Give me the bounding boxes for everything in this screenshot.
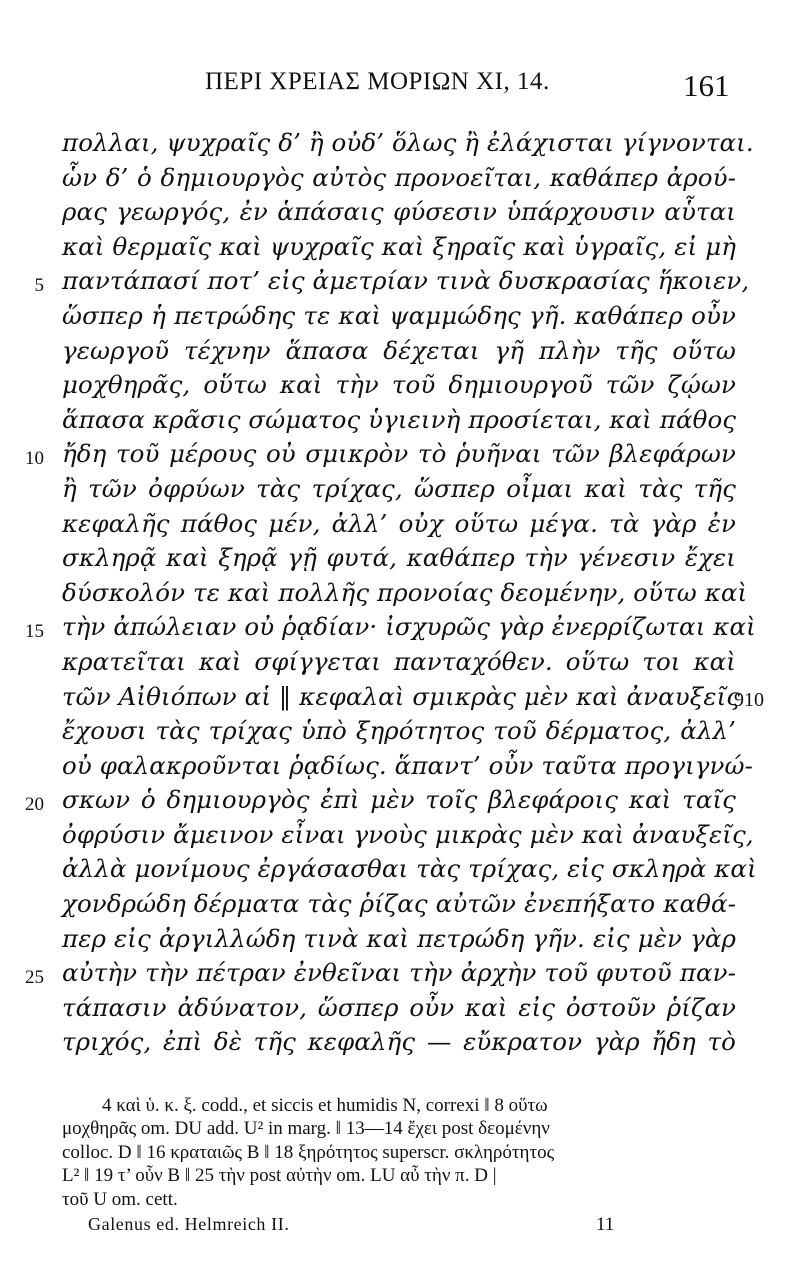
footnote-line: τοῦ U om. cett. — [62, 1188, 178, 1210]
footnote-line: 4 καὶ ὑ. κ. ξ. codd., et siccis et humidis N, correxi ‖ 8 οὕτω — [102, 1095, 548, 1116]
line-text: πολλαι, ψυχραῖς δ’ ἢ οὐδ’ ὅλως ἢ ἐλάχισται γίγνονται. — [62, 128, 754, 157]
line-text: ὥσπερ ἡ πετρώδης τε καὶ ψαμμώδης γῆ. καθάπερ οὖν — [62, 300, 736, 330]
text-line — [0, 299, 800, 334]
text-line — [0, 541, 800, 576]
line-text: αὐτὴν τὴν πέτραν ἐνθεῖναι τὴν ἀρχὴν τοῦ φυτοῦ παν- — [62, 958, 736, 988]
running-head: ΠΕΡΙ ΧΡΕΙΑΣ ΜΟΡΙΩΝ XI, 14. — [205, 68, 550, 95]
line-text: ρας γεωργός, ἐν ἁπάσαις φύσεσιν ὑπάρχουσιν αὗται — [62, 197, 736, 227]
line-text: ἀλλὰ μονίμους ἐργάσασθαι τὰς τρίχας, εἰς σκληρὰ καὶ — [62, 854, 757, 884]
text-line — [0, 680, 800, 715]
line-number: 10 — [25, 448, 44, 470]
line-text: χονδρώδη δέρματα τὰς ῥίζας αὐτῶν ἐνεπήξατο καθά- — [62, 889, 736, 919]
text-line — [0, 818, 800, 853]
text-line — [0, 161, 800, 196]
page-footer — [62, 1214, 736, 1244]
text-line — [0, 195, 800, 230]
text-line — [0, 230, 800, 265]
text-line — [0, 403, 800, 438]
line-number: 5 — [34, 275, 44, 297]
line-text: ἢ τῶν ὀφρύων τὰς τρίχας, ὥσπερ οἶμαι καὶ τὰς τῆς — [62, 473, 736, 503]
text-line — [0, 610, 800, 645]
footnote-line: μοχθηρᾶς om. DU add. U² in marg. ‖ 13—14 ἔχει post δεομένην — [62, 1118, 550, 1140]
edition-imprint: Galenus ed. Helmreich II. — [88, 1214, 290, 1234]
line-text: ἅπασα κρᾶσις σώματος ὑγιεινὴ προσίεται, καὶ πάθος — [62, 404, 737, 434]
line-number: 15 — [25, 621, 44, 643]
line-text: κρατεῖται καὶ σφίγγεται πανταχόθεν. οὕτω τοι καὶ — [62, 646, 736, 676]
text-line — [0, 576, 800, 611]
text-line — [0, 783, 800, 818]
line-text: σκληρᾷ καὶ ξηρᾷ γῇ φυτά, καθάπερ τὴν γένεσιν ἔχει — [62, 543, 736, 573]
text-line — [0, 264, 800, 299]
line-text: τὴν ἀπώλειαν οὐ ῥᾳδίαν· ἰσχυρῶς γὰρ ἐνερρίζωται καὶ — [62, 612, 756, 642]
text-line — [0, 887, 800, 922]
line-text: σκων ὁ δημιουργὸς ἐπὶ μὲν τοῖς βλεφάροις καὶ ταῖς — [62, 785, 736, 815]
signature-mark: 11 — [596, 1214, 615, 1235]
margin-page-reference: 910 — [734, 688, 764, 711]
line-text: παντάπασί ποτ’ εἰς ἀμετρίαν τινὰ δυσκρασίας ἥκοιεν, — [62, 266, 750, 296]
text-line — [0, 437, 800, 472]
text-line — [0, 852, 800, 887]
critical-apparatus — [62, 1094, 736, 1211]
line-text: τριχός, ἐπὶ δὲ τῆς κεφαλῆς — εὔκρατον γὰρ ἤδη τὸ — [62, 1027, 736, 1057]
line-text: ἔχουσι τὰς τρίχας ὑπὸ ξηρότητος τοῦ δέρματος, ἀλλ’ — [62, 716, 736, 746]
page-number: 161 — [683, 68, 730, 103]
line-text: ὧν δ’ ὁ δημιουργὸς αὐτὸς προνοεῖται, καθάπερ ἀρού- — [62, 162, 736, 192]
footnote-line: L² ‖ 19 τ’ οὖν B ‖ 25 τὴν post αὐτὴν om. LU αὖ τὴν π. D | — [62, 1165, 497, 1187]
line-number: 25 — [25, 967, 44, 989]
line-text: ὀφρύσιν ἄμεινον εἶναι γνοὺς μικρὰς μὲν καὶ ἀναυξεῖς, — [62, 819, 754, 849]
text-line — [0, 645, 800, 680]
line-text: τῶν Αἰθιόπων αἱ ‖ κεφαλαὶ σμικρὰς μὲν καὶ ἀναυξεῖς — [62, 681, 741, 711]
line-text: γεωργοῦ τέχνην ἅπασα δέχεται γῆ πλὴν τῆς οὕτω — [62, 335, 736, 365]
line-text: δύσκολόν τε καὶ πολλῆς προνοίας δεομένην, οὕτω καὶ — [62, 577, 748, 607]
line-text: περ εἰς ἀργιλλώδη τινὰ καὶ πετρώδη γῆν. εἰς μὲν γὰρ — [62, 923, 736, 953]
text-line — [0, 714, 800, 749]
line-text: ἤδη τοῦ μέρους οὐ σμικρὸν τὸ ῥυῆναι τῶν βλεφάρων — [62, 439, 736, 469]
text-line — [0, 368, 800, 403]
text-line — [0, 507, 800, 542]
line-text: μοχθηρᾶς, οὕτω καὶ τὴν τοῦ δημιουργοῦ τῶν ζῴων — [62, 370, 736, 400]
line-text: κεφαλῆς πάθος μέν, ἀλλ’ οὐχ οὕτω μέγα. τὰ γὰρ ἐν — [62, 508, 736, 538]
page-header — [0, 62, 800, 112]
text-line — [0, 922, 800, 957]
text-line — [0, 1025, 800, 1060]
text-line — [0, 991, 800, 1026]
text-line — [0, 956, 800, 991]
line-text: τάπασιν ἀδύνατον, ὥσπερ οὖν καὶ εἰς ὀστοῦν ῥίζαν — [62, 992, 736, 1022]
text-line — [0, 472, 800, 507]
main-text — [0, 126, 800, 1060]
line-text: οὐ φαλακροῦνται ῥᾳδίως. ἅπαντ’ οὖν ταῦτα προγιγνώ- — [62, 750, 753, 780]
text-line — [0, 749, 800, 784]
line-text: καὶ θερμαῖς καὶ ψυχραῖς καὶ ξηραῖς καὶ ὑγραῖς, εἰ μὴ — [62, 231, 736, 261]
footnote-line: colloc. D ‖ 16 κραταιῶς B ‖ 18 ξηρότητος superscr. σκληρότητος — [62, 1141, 555, 1163]
text-line — [0, 334, 800, 369]
text-line — [0, 126, 800, 161]
line-number: 20 — [25, 794, 44, 816]
